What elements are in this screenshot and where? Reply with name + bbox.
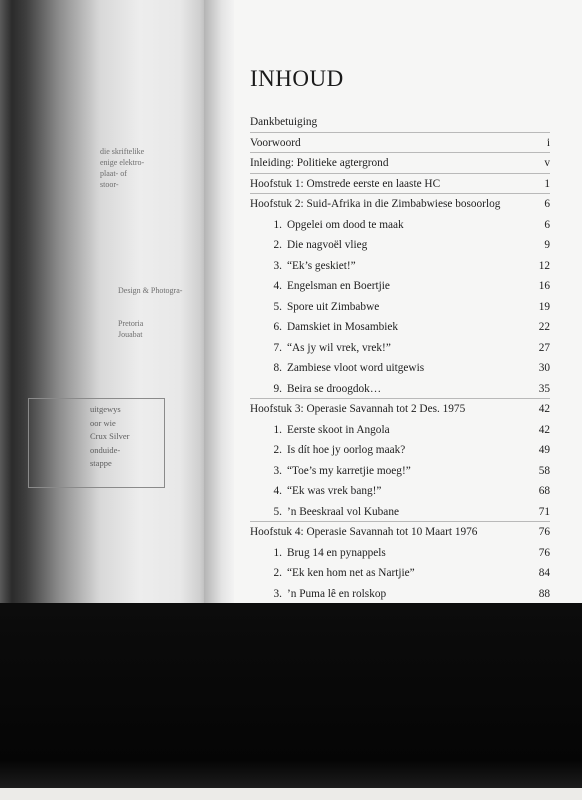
toc-entry-page-number: 42 [538,423,550,436]
scan-bottom-margin [0,788,582,800]
ghost-text-line: oor wie [90,417,116,428]
toc-entry-label: Opgelei om dood te maak [287,218,404,231]
toc-list [250,112,550,604]
toc-section-entry [250,317,550,338]
toc-entry-number: 1. [273,423,282,436]
ghost-text-line: stappe [90,458,112,468]
toc-entry-page-number: v [544,157,550,169]
left-page-disclaimer-text [90,403,165,471]
toc-entry-label: Hoofstuk 1: Omstrede eerste en laaste HC [250,177,441,190]
toc-chapter-entry [250,153,550,174]
toc-entry-page-number: 9 [544,239,550,251]
toc-section-entry [250,297,550,318]
toc-section-entry [250,563,550,584]
toc-entry-number: 5. [273,300,282,313]
toc-entry-label: Dankbetuiging [250,116,318,128]
toc-entry-number: 1. [273,218,282,231]
ghost-text-line: onduide- [90,444,121,455]
toc-entry-page-number: 71 [538,505,550,518]
toc-chapter-entry [250,112,550,133]
toc-entry-page-number: 58 [538,464,550,477]
toc-entry-page-number: 16 [538,280,550,292]
toc-entry-label: Beira se droogdok… [287,382,382,395]
ghost-text-line: die skriftelike [100,147,145,156]
toc-entry-number: 2. [273,567,282,579]
toc-entry-number: 3. [273,587,282,600]
toc-entry-label: “Ek ken hom net as Nartjie” [287,567,415,579]
toc-entry-label: ’n Beeskraal vol Kubane [287,505,399,518]
toc-section-entry [250,543,550,564]
toc-entry-page-number: 76 [538,526,550,538]
toc-entry-label: Eerste skoot in Angola [287,423,390,436]
ghost-text-line: stoor- [100,180,119,189]
toc-entry-number: 3. [273,259,282,272]
toc-entry-page-number: 1 [544,177,550,190]
toc-entry-number: 1. [273,546,282,559]
toc-entry-page-number: 12 [538,259,550,272]
toc-entry-page-number: 49 [538,444,550,456]
toc-entry-number: 8. [273,362,282,374]
toc-section-entry [250,481,550,502]
toc-entry-label: Brug 14 en pynappels [287,546,386,559]
toc-entry-number: 2. [273,444,282,456]
toc-section-entry [250,338,550,359]
toc-section-entry [250,502,550,523]
toc-title: INHOUD [250,66,344,91]
toc-entry-page-number: 68 [538,485,550,497]
toc-section-entry [250,256,550,277]
toc-entry-label: “As jy wil vrek, vrek!” [287,341,391,354]
left-page [0,0,207,603]
toc-entry-page-number: 84 [538,567,550,579]
toc-entry-page-number: 6 [544,198,550,210]
toc-entry-label: Hoofstuk 2: Suid-Afrika in die Zimbabwiese bosoorlog [250,198,501,210]
toc-entry-number: 7. [273,341,282,354]
toc-section-entry [250,461,550,482]
toc-chapter-entry [250,174,550,195]
toc-section-entry [250,358,550,379]
ghost-text-line: uitgewys [90,404,121,414]
toc-entry-label: Voorwoord [250,136,301,149]
ghost-text-line: Design & Photogra- [118,286,183,295]
toc-section-entry [250,420,550,441]
toc-entry-number: 3. [273,464,282,477]
toc-section-entry [250,440,550,461]
toc-chapter-entry [250,133,550,154]
toc-entry-number: 4. [273,485,282,497]
toc-entry-number: 5. [273,505,282,518]
scan-dark-band [0,603,582,788]
toc-entry-page-number: i [546,136,550,149]
toc-entry-page-number: 76 [538,546,550,559]
toc-section-entry [250,276,550,297]
toc-chapter-entry [250,194,550,215]
toc-entry-page-number: 30 [538,362,550,374]
ghost-text-line: Jouabat [118,330,143,339]
toc-entry-label: Is dít hoe jy oorlog maak? [287,444,406,456]
toc-entry-label: Spore uit Zimbabwe [287,300,380,313]
toc-entry-number: 6. [273,321,282,333]
left-page-address-text [118,318,208,340]
toc-entry-number: 2. [273,239,282,251]
toc-entry-label: “Toe’s my karretjie moeg!” [287,464,411,477]
ghost-text-line: enige elektro- [100,158,145,167]
toc-entry-label: Hoofstuk 4: Operasie Savannah tot 10 Maart 1976 [250,526,478,538]
toc-section-entry [250,215,550,236]
toc-entry-label: “Ek’s geskiet!” [287,259,356,272]
toc-entry-page-number: 27 [538,341,550,354]
left-page-copyright-text [100,146,200,190]
toc-entry-label: Hoofstuk 3: Operasie Savannah tot 2 Des. 1975 [250,403,466,415]
toc-entry-page-number: 35 [538,382,550,395]
book-gutter [204,0,234,603]
toc-chapter-entry [250,399,550,420]
toc-entry-page-number: 22 [538,321,550,333]
toc-entry-label: ’n Puma lê en rolskop [287,587,387,600]
toc-entry-number: 4. [273,280,282,292]
toc-entry-label: “Ek was vrek bang!” [287,485,382,497]
ghost-text-line: Pretoria [118,319,144,328]
toc-section-entry [250,379,550,400]
toc-entry-label: Die nagvoël vlieg [287,239,368,251]
toc-entry-label: Engelsman en Boertjie [287,280,390,292]
toc-section-entry [250,235,550,256]
toc-entry-page-number: 88 [538,587,550,600]
toc-entry-label: Damskiet in Mosambiek [287,321,399,333]
toc-section-entry [250,584,550,605]
toc-entry-page-number: 42 [538,403,550,415]
toc-entry-page-number: 6 [544,218,550,231]
toc-entry-label: Zambiese vloot word uitgewis [287,362,425,374]
left-page-credit-text [118,285,208,296]
toc-chapter-entry [250,522,550,543]
ghost-text-line: Crux Silver [90,431,130,441]
toc-entry-number: 9. [273,382,282,395]
toc-entry-label: Inleiding: Politieke agtergrond [250,157,389,169]
ghost-text-line: plaat- of [100,169,127,178]
toc-entry-page-number: 19 [538,300,550,313]
